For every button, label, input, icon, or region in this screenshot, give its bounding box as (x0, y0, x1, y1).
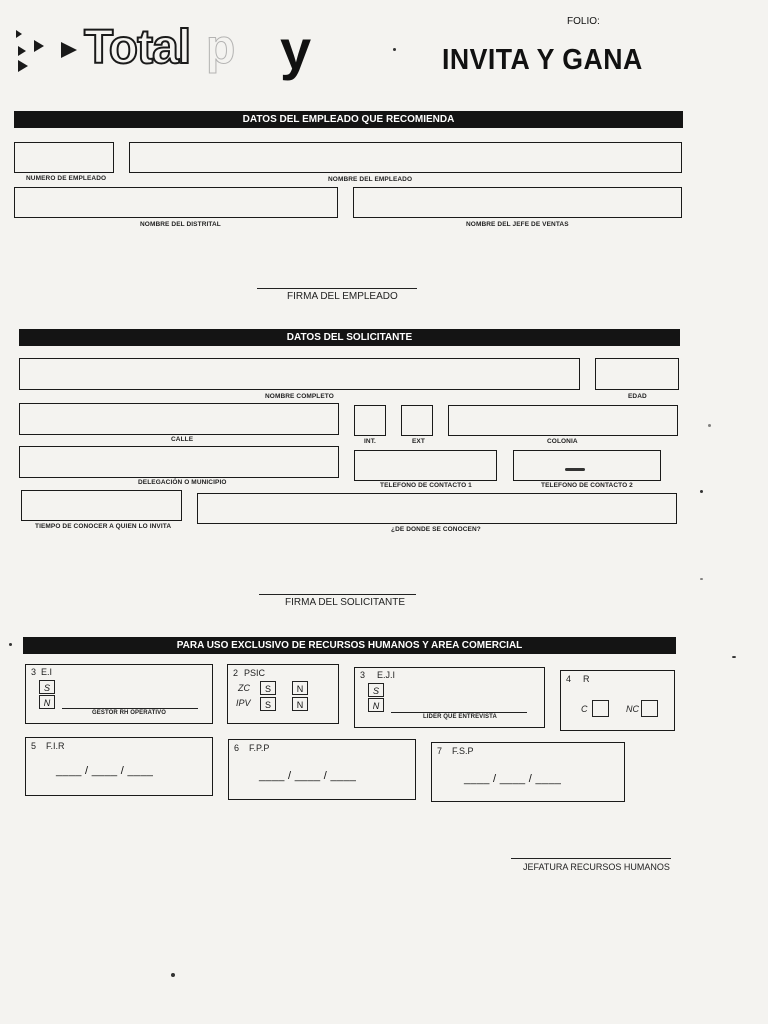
section-applicant-header: DATOS DEL SOLICITANTE (19, 329, 680, 346)
r-c-checkbox[interactable] (592, 700, 609, 717)
employee-number-field[interactable] (14, 142, 114, 173)
section-hr-header: PARA USO EXCLUSIVO DE RECURSOS HUMANOS Y AREA COMERCIAL (23, 637, 676, 654)
folio-label: FOLIO: (567, 16, 600, 27)
scan-speck (700, 578, 703, 580)
scan-speck (565, 468, 585, 471)
colony-label: COLONIA (547, 438, 578, 445)
psic-ipv-s-checkbox[interactable]: S (260, 697, 276, 711)
phone2-field[interactable] (513, 450, 661, 481)
ext-field[interactable] (401, 405, 433, 436)
eji-label: E.J.I (377, 670, 396, 680)
scan-speck (708, 424, 711, 427)
phone2-label: TELEFONO DE CONTACTO 2 (541, 482, 633, 489)
eji-footer-label: LIDER QUE ENTREVISTA (423, 714, 497, 720)
employee-signature-line[interactable] (257, 288, 417, 289)
r-c-label: C (581, 704, 588, 714)
r-number: 4 (566, 674, 572, 684)
psic-label: PSIC (244, 668, 266, 678)
fir-box (25, 737, 213, 796)
r-box (560, 670, 675, 731)
ei-number: 3 (31, 667, 37, 677)
psic-zc-label: ZC (238, 683, 250, 693)
fir-number: 5 (31, 741, 37, 751)
sales-manager-field[interactable] (353, 187, 682, 218)
ei-s-checkbox[interactable]: S (39, 680, 55, 694)
fsp-date-field[interactable]: ____ / ____ / ____ (464, 773, 562, 785)
full-name-field[interactable] (19, 358, 580, 390)
hr-head-signature-label: JEFATURA RECURSOS HUMANOS (523, 862, 670, 872)
fsp-number: 7 (437, 746, 443, 756)
eji-box (354, 667, 545, 728)
phone1-label: TELEFONO DE CONTACTO 1 (380, 482, 472, 489)
r-nc-label: NC (626, 704, 639, 714)
employee-signature-label: FIRMA DEL EMPLEADO (287, 291, 398, 302)
district-name-label: NOMBRE DEL DISTRITAL (140, 221, 221, 228)
time-known-field[interactable] (21, 490, 182, 521)
psic-ipv-n-checkbox[interactable]: N (292, 697, 308, 711)
psic-number: 2 (233, 668, 239, 678)
scan-speck (9, 643, 12, 646)
where-known-label: ¿DE DONDE SE CONOCEN? (391, 526, 481, 533)
section-employee-header: DATOS DEL EMPLEADO QUE RECOMIENDA (14, 111, 683, 128)
street-field[interactable] (19, 403, 339, 435)
fsp-box (431, 742, 625, 802)
age-field[interactable] (595, 358, 679, 390)
psic-box (227, 664, 339, 724)
ext-label: EXT (412, 438, 425, 445)
brand-name: Total (84, 21, 191, 74)
ei-signature-line[interactable] (62, 708, 198, 709)
header-letter-y: y (280, 18, 312, 81)
fpp-label: F.P.P (249, 743, 270, 753)
hr-head-signature-line[interactable] (511, 858, 671, 859)
int-field[interactable] (354, 405, 386, 436)
int-label: INT. (364, 438, 376, 445)
municipality-field[interactable] (19, 446, 339, 478)
where-known-field[interactable] (197, 493, 677, 524)
full-name-label: NOMBRE COMPLETO (265, 393, 334, 400)
district-name-field[interactable] (14, 187, 338, 218)
ei-footer-label: GESTOR RH OPERATIVO (92, 710, 167, 716)
ei-box (25, 664, 213, 724)
eji-signature-line[interactable] (391, 712, 527, 713)
eji-s-checkbox[interactable]: S (368, 683, 384, 697)
scan-speck (732, 656, 736, 658)
fir-date-field[interactable]: ____ / ____ / ____ (56, 765, 154, 777)
phone1-field[interactable] (354, 450, 497, 481)
logo-arrows-icon (14, 24, 84, 84)
employee-name-field[interactable] (129, 142, 682, 173)
fir-label: F.I.R (46, 741, 65, 751)
fpp-date-field[interactable]: ____ / ____ / ____ (259, 770, 357, 782)
applicant-signature-line[interactable] (259, 594, 416, 595)
scan-speck (171, 973, 175, 977)
age-label: EDAD (628, 393, 647, 400)
r-label: R (583, 674, 590, 684)
employee-name-label: NOMBRE DEL EMPLEADO (328, 176, 413, 183)
brand-name-suffix: p (206, 21, 236, 74)
fpp-number: 6 (234, 743, 240, 753)
fpp-box (228, 739, 416, 800)
employee-number-label: NUMERO DE EMPLEADO (26, 175, 107, 182)
ei-n-checkbox[interactable]: N (39, 695, 55, 709)
psic-ipv-label: IPV (236, 698, 251, 708)
eji-number: 3 (360, 670, 366, 680)
brand-logo (14, 21, 244, 84)
applicant-signature-label: FIRMA DEL SOLICITANTE (285, 597, 406, 608)
psic-zc-n-checkbox[interactable]: N (292, 681, 308, 695)
psic-zc-s-checkbox[interactable]: S (260, 681, 276, 695)
page-title: INVITA Y GANA (442, 44, 643, 76)
colony-field[interactable] (448, 405, 678, 436)
ei-label: E.I (41, 667, 53, 677)
scan-speck (700, 490, 703, 493)
municipality-label: DELEGACIÓN O MUNICIPIO (138, 479, 227, 486)
scan-speck (393, 48, 396, 51)
r-nc-checkbox[interactable] (641, 700, 658, 717)
time-known-label: TIEMPO DE CONOCER A QUIEN LO INVITA (35, 523, 172, 530)
sales-manager-label: NOMBRE DEL JEFE DE VENTAS (466, 221, 569, 228)
eji-n-checkbox[interactable]: N (368, 698, 384, 712)
fsp-label: F.S.P (452, 746, 474, 756)
street-label: CALLE (171, 436, 194, 443)
